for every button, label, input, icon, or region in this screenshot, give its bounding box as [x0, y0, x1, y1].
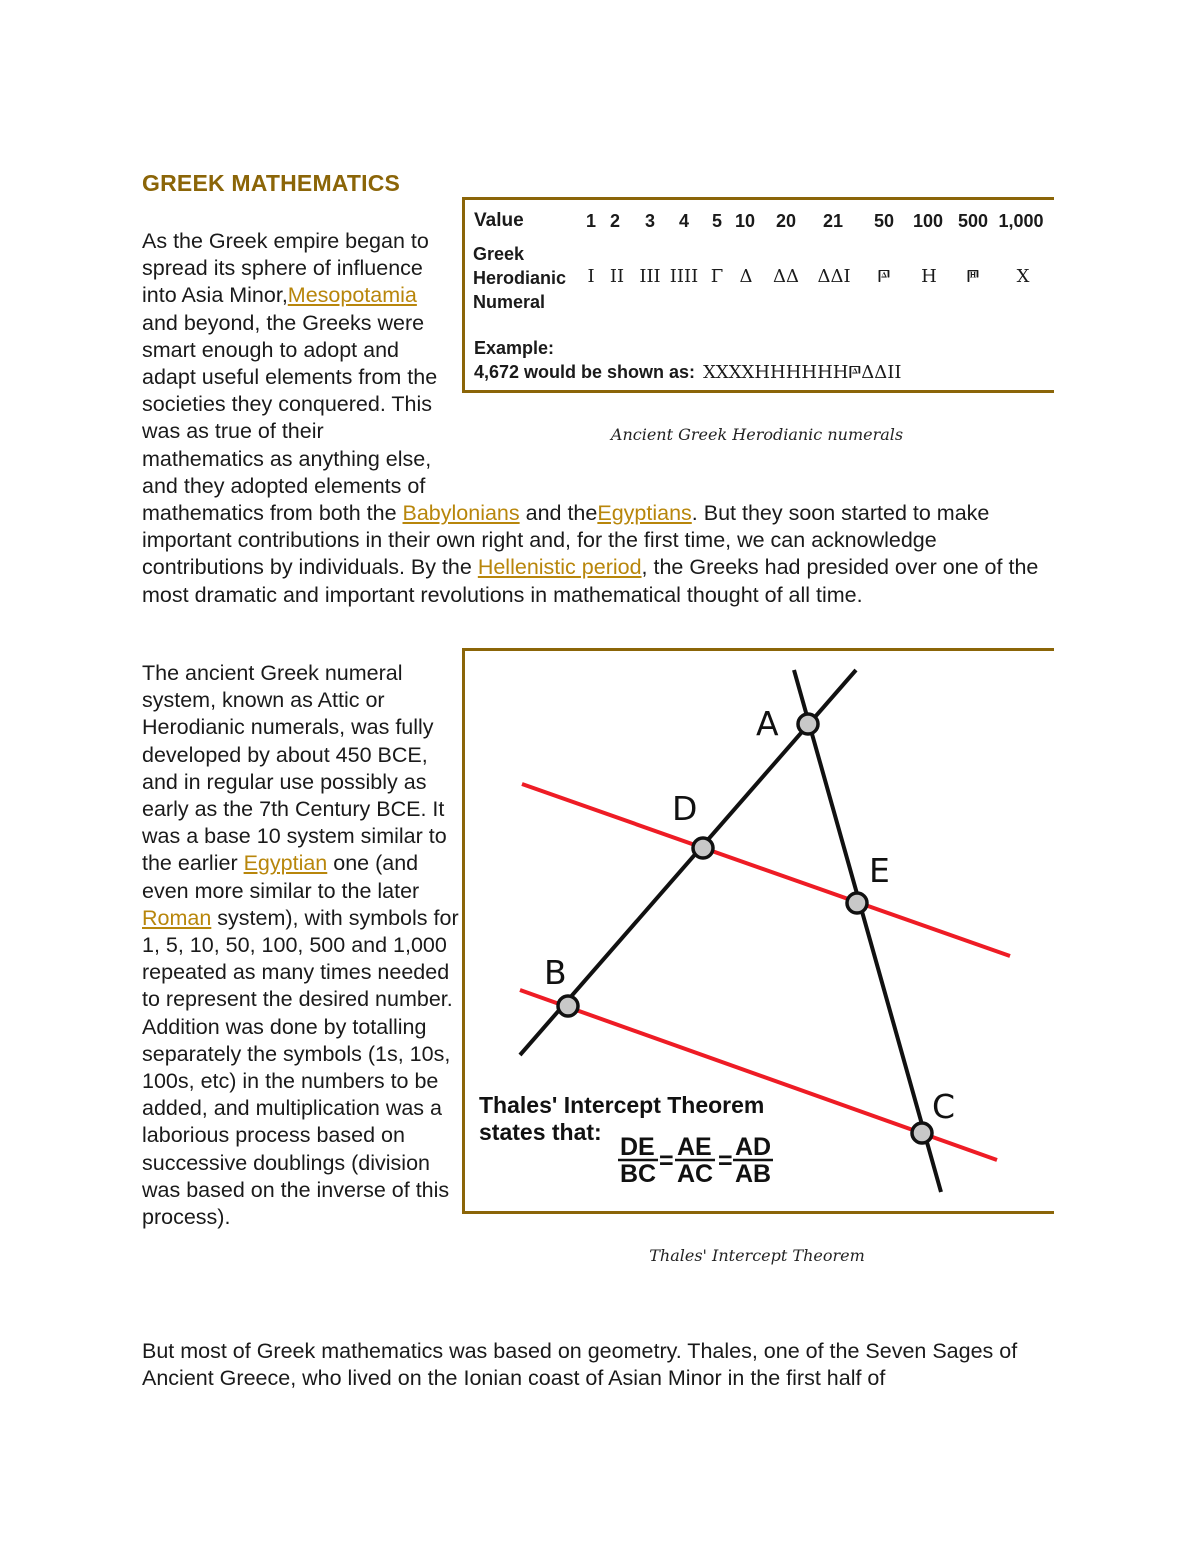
symbol-cell: Χ	[1016, 266, 1030, 287]
symbol-cell: Η	[921, 266, 937, 287]
link-mesopotamia[interactable]: Mesopotamia	[287, 283, 417, 308]
link-egyptians[interactable]: Egyptians	[597, 501, 692, 526]
symbol-cell: ΔΔΙ	[817, 266, 851, 287]
value-cell: 2	[609, 211, 621, 231]
link-babylonians[interactable]: Babylonians	[402, 501, 520, 526]
value-cell: 100	[912, 211, 944, 231]
label-e: E	[869, 851, 890, 890]
link-roman[interactable]: Roman	[142, 905, 212, 930]
text-run: As the Greek empire began to spread its sphere of influence into Asia Minor,	[142, 229, 429, 308]
fraction-ad-ab	[733, 1133, 773, 1188]
value-row-label: Value	[474, 210, 524, 231]
text-run: one (and even more similar to the later	[142, 851, 420, 903]
value-cell: 4	[678, 211, 690, 231]
value-cell: 10	[734, 211, 756, 231]
symbol-cell: ΙΙ	[609, 266, 625, 287]
fraction-denominator: AC	[677, 1160, 714, 1188]
text-run: . But they soon started to make important contributions in their own right and, for the first time, we can acknowledge contributions by individuals. By the	[142, 501, 990, 580]
label-c: C	[932, 1087, 956, 1126]
fraction-denominator: AB	[735, 1160, 772, 1188]
theorem-subheading: states that:	[479, 1119, 602, 1145]
fraction-numerator: AE	[677, 1133, 712, 1161]
fraction-denominator: BC	[620, 1160, 657, 1188]
greek-label-line: Numeral	[473, 292, 546, 312]
theorem-figure-caption: Thales' Intercept Theorem	[649, 1246, 865, 1265]
intercept-theorem-diagram	[462, 648, 1054, 1214]
page-title: GREEK MATHEMATICS	[142, 170, 401, 196]
value-cell: 50	[873, 211, 895, 231]
symbol-cell: ΔΔ	[773, 266, 799, 287]
text-run: The ancient Greek numeral system, known as Attic or Herodianic numerals, was fully developed by about 450 BCE, and in regular use possibly as early as the 7th Century BCE. It was a base 10 system similar to the earlier	[142, 661, 447, 876]
float-spacer	[446, 228, 1042, 490]
fraction-de-bc	[618, 1133, 658, 1188]
greek-label-line: Greek	[473, 244, 525, 264]
example-label: Example:	[474, 338, 555, 358]
point-b	[558, 996, 578, 1016]
fraction-numerator: AD	[735, 1133, 772, 1161]
label-b: B	[544, 953, 567, 992]
point-d	[693, 838, 713, 858]
value-cell: 1,000	[998, 211, 1044, 231]
text-run: , the Greeks had presided over one of the most dramatic and important revolutions in mathematical thought of all time.	[142, 555, 1039, 607]
text-run: system), with symbols for 1, 5, 10, 50, 100, 500 and 1,000 repeated as many times needed to represent the desired number. Addition was done by totalling separately the symbols (1s, 10s, 100s, etc) in the numbers to be added, and multiplication was a laborious process based on successive doublings (division was based on the inverse of this process).	[142, 905, 459, 1230]
intro-paragraph	[142, 228, 1042, 609]
text-run: and beyond, the Greeks were smart enough to adopt and adapt useful elements from the societies they conquered. This was as true of their mathematics as anything else, and they adopted elements of mathematics from both the	[142, 310, 438, 526]
value-cell: 21	[822, 211, 844, 231]
symbol-cell: ΙΙΙ	[639, 266, 661, 287]
numeral-system-paragraph	[142, 660, 462, 1231]
greek-label-line: Herodianic	[473, 268, 567, 288]
symbol-cell: 𐅄	[877, 266, 891, 287]
equals-sign: =	[659, 1147, 674, 1175]
fraction-numerator: DE	[620, 1133, 655, 1161]
value-cell: 1	[585, 211, 597, 231]
value-cell: 500	[957, 211, 989, 231]
fraction-ae-ac	[675, 1133, 715, 1188]
point-e	[847, 893, 867, 913]
value-cell: 3	[644, 211, 656, 231]
theorem-heading: Thales' Intercept Theorem	[479, 1092, 765, 1118]
label-a: A	[756, 704, 779, 743]
numeral-table-caption: Ancient Greek Herodianic numerals	[610, 425, 904, 444]
symbol-cell: 𐅅	[966, 266, 980, 287]
point-a	[798, 714, 818, 734]
symbol-cell: Δ	[739, 266, 753, 287]
text-run: and the	[519, 501, 598, 526]
point-c	[912, 1123, 932, 1143]
label-d: D	[672, 789, 698, 828]
equals-sign: =	[718, 1147, 733, 1175]
symbol-cell: Ι	[587, 266, 595, 287]
geometry-paragraph: But most of Greek mathematics was based on geometry. Thales, one of the Seven Sages of Ancient Greece, who lived on the Ionian coast of Asian Minor in the first half of	[142, 1339, 1018, 1391]
value-cell: 20	[775, 211, 797, 231]
link-hellenistic-period[interactable]: Hellenistic period	[477, 555, 642, 580]
example-text: 4,672 would be shown as:	[474, 362, 696, 382]
symbol-cell: ΙΙΙΙ	[669, 266, 699, 287]
value-cell: 5	[711, 211, 723, 231]
parallel-line-de	[522, 784, 1010, 956]
link-egyptian[interactable]: Egyptian	[243, 851, 328, 876]
example-value: ΧΧΧΧΗΗΗΗΗΗ𐅄ΔΔΙΙ	[703, 362, 902, 383]
symbol-cell: Γ	[710, 266, 724, 287]
